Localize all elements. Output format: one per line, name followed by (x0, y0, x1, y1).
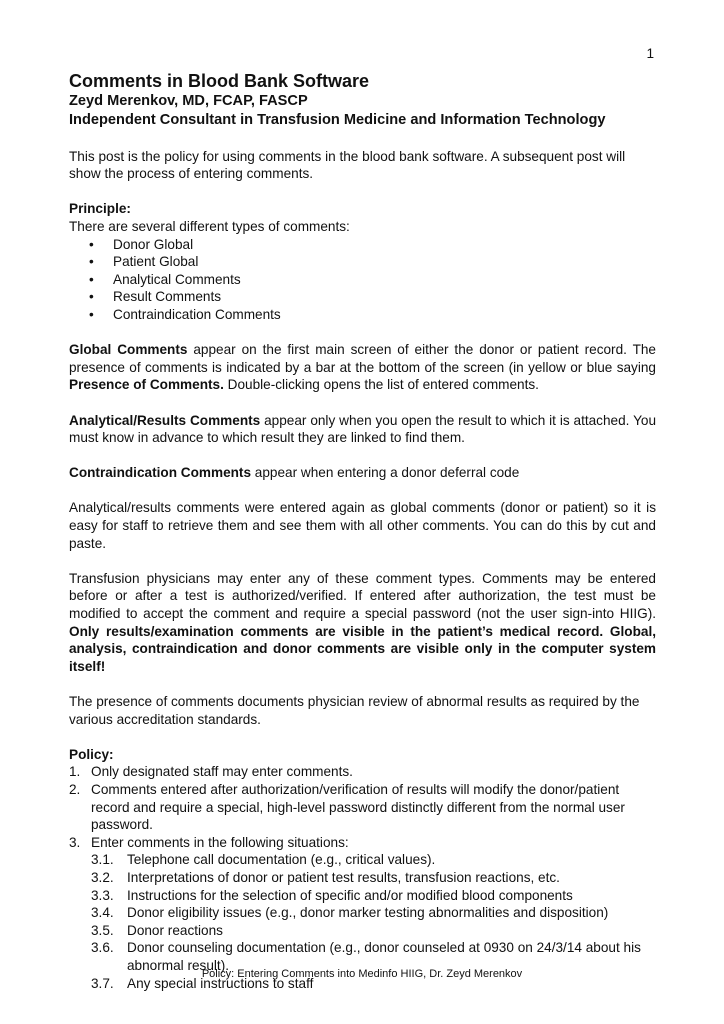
reentry-paragraph: Analytical/results comments were entered again as global comments (donor or patient) so it is easy for staff to retrieve them and see them with all other comments. You can do this by cut and paste. (69, 500, 656, 551)
page-number: 1 (646, 46, 654, 61)
physicians-paragraph: Transfusion physicians may enter any of these comment types. Comments may be entered before or after a test is authorized/verified. If entered after authorization, the test must be modified to accept the comment and require a special password (not the user sign-into HIIG). Only results/examination comments are visible in the patient’s medical record. Global, analysis, contraindication and donor comments are visible only in the computer system itself! (69, 570, 656, 674)
principle-heading: Principle: (69, 201, 131, 217)
policy-list (69, 763, 656, 851)
intro-paragraph: This post is the policy for using comments in the blood bank software. A subsequent post will show the process of entering comments. (69, 148, 626, 182)
accreditation-paragraph: The presence of comments documents physician review of abnormal results as required by the various accreditation standards. (69, 694, 640, 727)
list-item: 1. Only designated staff may enter comments. (69, 764, 353, 780)
list-item: 3. Enter comments in the following situations: (69, 834, 349, 850)
bullet-icon: • (89, 236, 94, 252)
bullet-icon: • (89, 271, 94, 287)
policy-heading: Policy: (69, 746, 114, 762)
list-item: 3.3. Instructions for the selection of specific and/or modified blood components (91, 887, 573, 903)
comment-types-list (69, 236, 656, 324)
list-item: 3.1. Telephone call documentation (e.g., critical values). (91, 852, 436, 868)
list-item: 3.7. Any special instructions to staff (91, 975, 314, 991)
bullet-icon: • (89, 289, 94, 305)
page-footer: Policy: Entering Comments into Medinfo HIIG, Dr. Zeyd Merenkov (201, 968, 523, 980)
list-item: 2. Comments entered after authorization/verification of results will modify the donor/patient record and require a special, high-level password distinctly different from the normal user password. (69, 781, 625, 833)
list-item: 3.6. Donor counseling documentation (e.g., donor counseled at 0930 on 24/3/14 about his abnormal result). (91, 940, 641, 973)
list-item: • Analytical Comments (89, 271, 241, 287)
affiliation-line: Independent Consultant in Transfusion Medicine and Information Technology (69, 112, 606, 128)
list-item: • Patient Global (89, 254, 199, 270)
contraindication-comments-paragraph: Contraindication Comments appear when entering a donor deferral code (69, 465, 520, 481)
list-item: 3.4. Donor eligibility issues (e.g., donor marker testing abnormalities and disposition) (91, 905, 609, 921)
list-item: • Result Comments (89, 289, 222, 305)
analytical-comments-paragraph: Analytical/Results Comments appear only when you open the result to which it is attached. You must know in advance to which result they are linked to find them. (69, 412, 657, 446)
document-body (69, 70, 656, 992)
bullet-icon: • (89, 306, 94, 322)
document-title: Comments in Blood Bank Software (69, 71, 370, 91)
list-item: • Donor Global (89, 236, 194, 252)
list-item: 3.2. Interpretations of donor or patient test results, transfusion reactions, etc. (91, 869, 560, 885)
bullet-icon: • (89, 254, 94, 270)
list-item: • Contraindication Comments (89, 306, 281, 322)
principle-lead: There are several different types of comments: (69, 218, 350, 234)
list-item: 3.5. Donor reactions (91, 922, 223, 938)
author-line: Zeyd Merenkov, MD, FCAP, FASCP (69, 93, 308, 109)
global-comments-paragraph: Global Comments appear on the first main screen of either the donor or patient record. The presence of comments is indicated by a bar at the bottom of the screen (in yellow or blue saying Presence of Comments. Double-clicking opens the list of entered comments. (69, 342, 656, 393)
